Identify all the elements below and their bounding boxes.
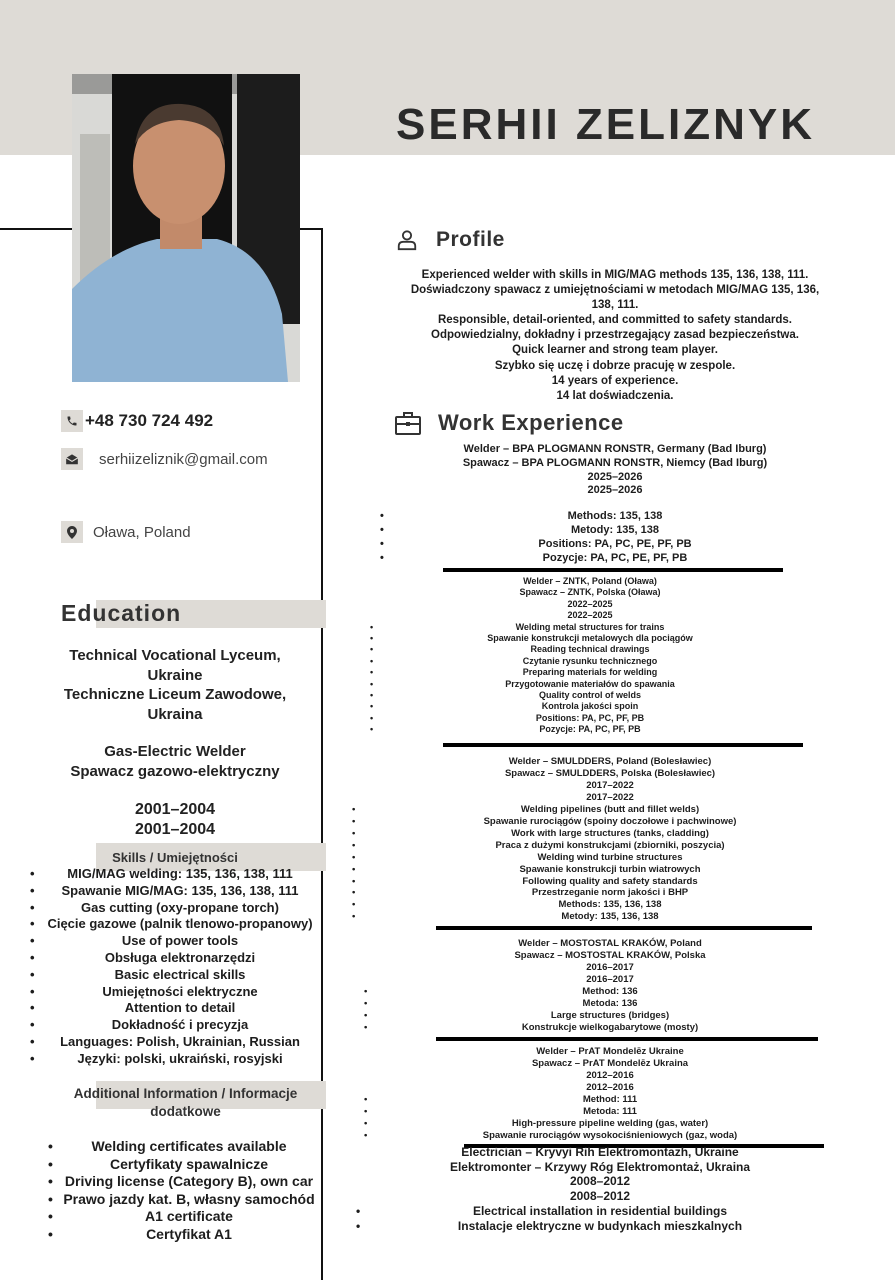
job-header: [370, 1145, 830, 1204]
job-duty: • Instalacje elektryczne w budynkach mieszkalnych: [370, 1219, 830, 1234]
skill-item: • Basic electrical skills: [30, 967, 330, 984]
education-line: 2001–2004: [134, 801, 216, 818]
job-duties: [370, 804, 850, 924]
job-duty: • Pozycje: PA, PC, PF, PB: [380, 724, 800, 735]
job-header-line: Spawacz – ZNTK, Polska (Oława): [519, 587, 661, 598]
skill-item: • Cięcie gazowe (palnik tlenowo-propanowy): [30, 916, 330, 933]
education-line: Ukraine: [147, 666, 203, 684]
job-duty: • Welding pipelines (butt and fillet welds): [370, 804, 850, 816]
job-duty: • Welding metal structures for trains: [380, 622, 800, 633]
job-header-line: 2017–2022: [586, 779, 634, 791]
skill-item: • Języki: polski, ukraiński, rosyjski: [30, 1051, 330, 1068]
job-duty: • Metody: 135, 138: [400, 524, 830, 538]
mail-icon: [61, 448, 83, 470]
profile-line: Odpowiedzialny, dokładny i przestrzegający zasad bezpieczeństwa.: [431, 329, 799, 342]
job-header-line: Spawacz – MOSTOSTAL KRAKÓW, Polska: [514, 950, 706, 961]
job-separator: [443, 743, 803, 747]
job-header-line: 2012–2016: [586, 1082, 634, 1093]
skills-title: Skills / Umiejętności: [112, 850, 238, 865]
job-duty: • Metoda: 111: [380, 1106, 840, 1118]
job-duty: • Konstrukcje wielkogabarytowe (mosty): [380, 1022, 840, 1034]
job-duty: • Spawanie konstrukcji metalowych dla pociągów: [380, 633, 800, 644]
skill-item: • Umiejętności elektryczne: [30, 984, 330, 1001]
job-duty: • Praca z dużymi konstrukcjami (zbiorniki, poszycia): [370, 840, 850, 852]
job-duty: • Positions: PA, PC, PE, PF, PB: [400, 538, 830, 552]
skill-item: • Gas cutting (oxy-propane torch): [30, 900, 330, 917]
additional-item: • Welding certificates available: [48, 1138, 330, 1156]
job-header-line: 2017–2022: [586, 791, 634, 803]
job-duty: • Metody: 135, 136, 138: [370, 911, 850, 923]
additional-item: • Certyfikat A1: [48, 1226, 330, 1244]
job-duty: • Przygotowanie materiałów do spawania: [380, 679, 800, 690]
location-pin-icon: [61, 521, 83, 543]
job-duties: [380, 986, 840, 1034]
job-duty: • Methods: 135, 138: [400, 510, 830, 524]
experience-heading: [394, 410, 624, 436]
job-entry: [400, 443, 830, 565]
column-divider: [321, 229, 323, 1280]
job-header: [380, 1046, 840, 1094]
job-duty: • Czytanie rysunku technicznego: [380, 656, 800, 667]
job-duty: • Electrical installation in residential buildings: [370, 1204, 830, 1219]
additional-item: • A1 certificate: [48, 1208, 330, 1226]
education-qualification: [40, 742, 310, 781]
profile-heading: [396, 228, 505, 252]
job-header-line: Spawacz – BPA PLOGMANN RONSTR, Niemcy (Bad Iburg): [462, 456, 768, 469]
location-text: Oława, Poland: [93, 523, 191, 541]
profile-line: 138, 111.: [591, 299, 639, 312]
job-duty: • High-pressure pipeline welding (gas, water): [380, 1118, 840, 1130]
job-duty: • Work with large structures (tanks, cladding): [370, 828, 850, 840]
job-duties: [400, 510, 830, 565]
job-header: [370, 756, 850, 804]
job-duty: • Metoda: 136: [380, 998, 840, 1010]
phone-row: [61, 410, 213, 432]
education-school: [40, 646, 310, 724]
location-row: [61, 521, 191, 543]
user-icon: [396, 229, 418, 251]
job-header-line: 2022–2025: [567, 610, 613, 621]
additional-item: • Certyfikaty spawalnicze: [48, 1156, 330, 1174]
job-separator: [436, 926, 812, 930]
email-address[interactable]: serhiizeliznik@gmail.com: [99, 450, 268, 468]
phone-number[interactable]: +48 730 724 492: [85, 411, 214, 430]
education-line: Technical Vocational Lyceum,: [69, 647, 281, 664]
job-duty: • Method: 111: [380, 1094, 840, 1106]
skill-item: • Use of power tools: [30, 933, 330, 950]
skill-item: • Attention to detail: [30, 1000, 330, 1017]
job-duty: • Following quality and safety standards: [370, 876, 850, 888]
job-header: [400, 443, 830, 498]
email-row: [61, 448, 268, 470]
job-header-line: Welder – PrAT Mondelēz Ukraine: [536, 1046, 684, 1057]
job-duty: • Spawanie rurociągów wysokociśnieniowych (gaz, woda): [380, 1130, 840, 1142]
skill-item: • Dokładność i precyzja: [30, 1017, 330, 1034]
job-duty: • Spawanie konstrukcji turbin wiatrowych: [370, 864, 850, 876]
additional-list: [48, 1138, 330, 1244]
job-header-line: Spawacz – SMULDDERS, Polska (Bolesławiec): [504, 767, 716, 779]
job-header-line: 2016–2017: [586, 962, 634, 973]
job-header-line: Welder – BPA PLOGMANN RONSTR, Germany (Bad Iburg): [463, 443, 767, 455]
skill-item: • Languages: Polish, Ukrainian, Russian: [30, 1034, 330, 1051]
profile-line: Experienced welder with skills in MIG/MAG methods 135, 136, 138, 111.: [421, 269, 809, 281]
job-header-line: Spawacz – PrAT Mondelēz Ukraina: [531, 1058, 689, 1069]
education-line: Ukraina: [147, 705, 203, 723]
profile-line: Quick learner and strong team player.: [512, 344, 718, 357]
job-duty: • Reading technical drawings: [380, 644, 800, 655]
profile-photo: [72, 74, 300, 382]
additional-title: [48, 1085, 323, 1121]
job-header-line: Welder – ZNTK, Poland (Oława): [523, 576, 657, 586]
job-duty: • Positions: PA, PC, PF, PB: [380, 713, 800, 724]
job-header-line: 2016–2017: [586, 974, 634, 985]
education-line: Techniczne Liceum Zawodowe,: [63, 686, 287, 703]
person-portrait-icon: [72, 74, 300, 382]
experience-title: Work Experience: [438, 410, 624, 435]
education-line: Spawacz gazowo-elektryczny: [70, 762, 280, 780]
profile-line: Doświadczony spawacz z umiejętnościami w metodach MIG/MAG 135, 136,: [410, 284, 820, 297]
candidate-name: SERHII ZELIZNYK: [396, 100, 816, 149]
education-years: [40, 800, 310, 839]
job-duty: • Spawanie rurociągów (spoiny doczołowe i pachwinowe): [370, 816, 850, 828]
skills-list: [30, 866, 330, 1068]
job-separator: [436, 1037, 818, 1041]
job-separator: [443, 568, 783, 572]
job-header-line: 2025–2026: [587, 484, 643, 497]
education-title: Education: [61, 600, 182, 626]
job-duty: • Quality control of welds: [380, 690, 800, 701]
job-duties: [380, 622, 800, 736]
education-line: Gas-Electric Welder: [104, 743, 246, 760]
profile-line: Responsible, detail-oriented, and committed to safety standards.: [437, 314, 792, 327]
job-entry: [380, 1046, 840, 1142]
additional-item: • Driving license (Category B), own car: [48, 1173, 330, 1191]
job-header: [380, 576, 800, 622]
job-duty: • Przestrzeganie norm jakości i BHP: [370, 887, 850, 899]
additional-title-line: dodatkowe: [150, 1104, 221, 1119]
job-entry: [370, 1145, 830, 1233]
profile-title: Profile: [436, 228, 505, 251]
skill-item: • MIG/MAG welding: 135, 136, 138, 111: [30, 866, 330, 883]
job-duties: [380, 1094, 840, 1142]
profile-line: Szybko się uczę i dobrze pracuję w zespole.: [494, 359, 736, 372]
skill-item: • Spawanie MIG/MAG: 135, 136, 138, 111: [30, 883, 330, 900]
job-duties: [370, 1204, 830, 1233]
job-entry: [380, 576, 800, 736]
job-header-line: Electrician – Kryvyi Rih Elektromontazh, Ukraine: [461, 1145, 739, 1159]
job-duty: • Kontrola jakości spoin: [380, 701, 800, 712]
job-header-line: 2012–2016: [586, 1070, 634, 1081]
education-line: 2001–2004: [134, 820, 216, 838]
job-duty: • Welding wind turbine structures: [370, 852, 850, 864]
job-duty: • Method: 136: [380, 986, 840, 998]
job-header-line: 2008–2012: [569, 1174, 631, 1189]
skill-item: • Obsługa elektronarzędzi: [30, 950, 330, 967]
job-header-line: Welder – SMULDDERS, Poland (Bolesławiec): [508, 756, 712, 767]
briefcase-icon: [394, 410, 422, 436]
job-duty: • Preparing materials for welding: [380, 667, 800, 678]
job-duty: • Large structures (bridges): [380, 1010, 840, 1022]
phone-icon: [61, 410, 83, 432]
job-duty: • Pozycje: PA, PC, PE, PF, PB: [400, 552, 830, 566]
job-header-line: 2025–2026: [587, 470, 643, 483]
additional-item: • Prawo jazdy kat. B, własny samochód: [48, 1191, 330, 1209]
profile-summary: [400, 268, 830, 404]
job-header-line: 2022–2025: [567, 598, 613, 609]
profile-line: 14 lat doświadczenia.: [556, 389, 674, 402]
job-header-line: 2008–2012: [569, 1189, 631, 1204]
job-entry: [380, 938, 840, 1034]
additional-title-line: Additional Information / Informacje: [73, 1086, 298, 1101]
job-entry: [370, 756, 850, 923]
job-duty: • Methods: 135, 136, 138: [370, 899, 850, 911]
job-header-line: Elektromonter – Krzywy Róg Elektromontaż, Ukraina: [449, 1159, 751, 1174]
profile-line: 14 years of experience.: [551, 374, 679, 387]
job-header: [380, 938, 840, 986]
job-header-line: Welder – MOSTOSTAL KRAKÓW, Poland: [518, 938, 702, 949]
